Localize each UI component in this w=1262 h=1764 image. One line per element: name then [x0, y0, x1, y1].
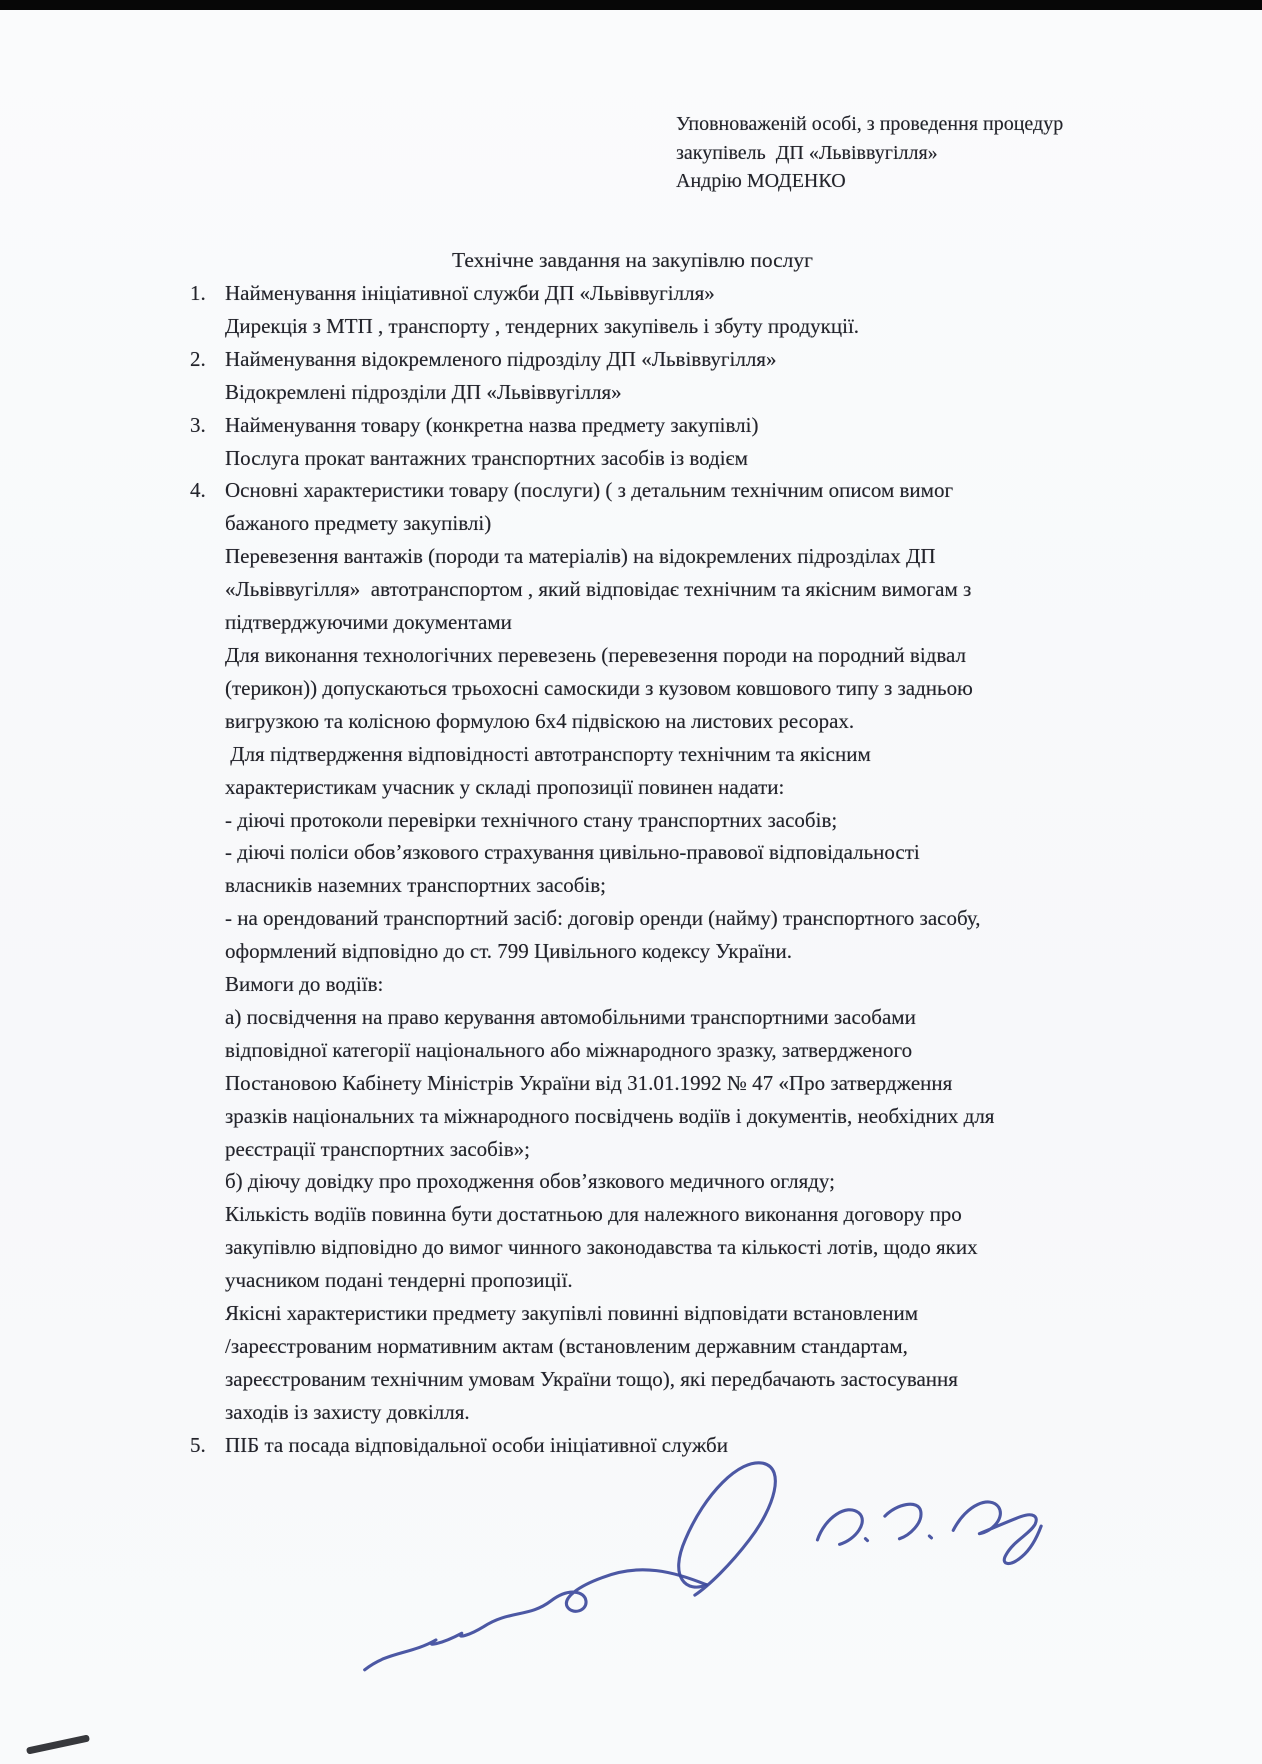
list-item-number: 3. — [190, 412, 206, 437]
text-line: Найменування відокремленого підрозділу ДП «Львіввугілля» — [225, 346, 777, 371]
scan-smudge-artifact — [26, 1734, 90, 1754]
list-item-text — [225, 277, 1050, 343]
recipient-block — [676, 110, 1063, 196]
handwritten-signature — [347, 1436, 1053, 1689]
text-line: Найменування ініціативної служби ДП «Львіввугілля» — [225, 281, 715, 305]
text-line: підтверджуючими документами — [225, 610, 512, 635]
list-item — [188, 474, 1050, 1428]
text-line: бажаного предмету закупівлі) — [225, 511, 492, 536]
text-line: Послуга прокат вантажних транспортних засобів із водієм — [225, 445, 748, 470]
text-line: ПІБ та посада відповідальної особи ініціативної служби — [225, 1432, 728, 1457]
text-line: «Львіввугілля» автотранспортом , який відповідає технічним та якісним вимогам з — [225, 577, 972, 602]
text-line: Відокремлені підрозділи ДП «Львіввугілля» — [225, 379, 622, 404]
text-line: /зареєстрованим нормативним актам (встановленим державним стандартам, — [225, 1334, 908, 1358]
list-item-number: 1. — [190, 281, 206, 305]
text-line: Постановою Кабінету Міністрів України від 31.01.1992 № 47 «Про затвердження — [225, 1070, 953, 1095]
list-item-number: 4. — [190, 478, 206, 503]
text-line: Найменування товару (конкретна назва предмету закупівлі) — [225, 412, 759, 437]
text-line: реєстрації транспортних засобів»; — [225, 1136, 530, 1161]
text-line: учасником подані тендерні пропозиції. — [225, 1268, 573, 1293]
signature-initials-stroke — [817, 1504, 932, 1545]
text-line: Вимоги до водіїв: — [225, 972, 384, 997]
recipient-line: Уповноваженій особі, з проведення процедур — [676, 113, 1064, 135]
text-line: Дирекція з МТП , транспорту , тендерних закупівель і збуту продукції. — [225, 313, 860, 338]
list-item — [188, 277, 1050, 343]
list-item-number: 5. — [190, 1432, 206, 1457]
text-line: вигрузкою та колісною формулою 6х4 підвіскою на листових ресорах. — [225, 708, 855, 733]
list-item-text — [225, 474, 1050, 1428]
text-line: Основні характеристики товару (послуги) ( з детальним технічним описом вимог — [225, 478, 954, 503]
text-line: - на орендований транспортний засіб: договір оренди (найму) транспортного засобу, — [225, 906, 981, 931]
text-line: характеристикам учасник у складі пропозиції повинен надати: — [225, 774, 785, 799]
text-line: Якісні характеристики предмету закупівлі повинні відповідати встановленим — [225, 1301, 918, 1326]
page-title: Технічне завдання на закупівлю послуг — [452, 248, 813, 272]
list-item-text — [225, 343, 1050, 409]
text-line: Для виконання технологічних перевезень (перевезення породи на породний відвал — [225, 642, 966, 667]
text-line: Для підтвердження відповідності автотранспорту технічним та якісним — [225, 741, 871, 766]
text-line: зразків національних та міжнародного посвідчень водіїв і документів, необхідних для — [225, 1103, 995, 1128]
text-line: зареєстрованим технічним умовам України тощо), які передбачають застосування — [225, 1366, 958, 1391]
text-line: Кількість водіїв повинна бути достатньою для належного виконання договору про — [225, 1202, 962, 1227]
list-item-text — [225, 409, 1050, 475]
items-list — [188, 277, 1050, 1462]
text-line: закупівлю відповідно до вимог чинного законодавства та кількості лотів, щодо яких — [225, 1235, 978, 1260]
text-line: оформлений відповідно до ст. 799 Цивільного кодексу України. — [225, 939, 792, 964]
recipient-line: Андрію МОДЕНКО — [676, 170, 846, 192]
text-line: (терикон)) допускаються трьохосні самоскиди з кузовом ковшового типу з задньою — [225, 675, 973, 700]
text-line: власників наземних транспортних засобів; — [225, 873, 607, 898]
signature-flourish-stroke — [362, 1568, 708, 1670]
text-line: - діючі поліси обов’язкового страхування цивільно-правової відповідальності — [225, 840, 920, 865]
signature-surname-stroke — [953, 1501, 1043, 1565]
text-line: а) посвідчення на право керування автомобільними транспортними засобами — [225, 1004, 916, 1029]
signature-loop-stroke — [676, 1462, 778, 1595]
list-item-number: 2. — [190, 346, 206, 371]
scan-edge-artifact-top — [0, 0, 1262, 10]
text-line: відповідної категорії національного або міжнародного зразку, затвердженого — [225, 1037, 913, 1062]
text-line: б) діючу довідку про проходження обов’язкового медичного огляду; — [225, 1169, 835, 1194]
list-item — [188, 409, 1050, 475]
list-item — [188, 343, 1050, 409]
text-line: заходів із захисту довкілля. — [225, 1399, 470, 1424]
recipient-line: закупівель ДП «Львіввугілля» — [676, 141, 938, 164]
text-line: - діючі протоколи перевірки технічного стану транспортних засобів; — [225, 807, 838, 832]
text-line: Перевезення вантажів (породи та матеріалів) на відокремлених підрозділах ДП — [225, 544, 936, 569]
